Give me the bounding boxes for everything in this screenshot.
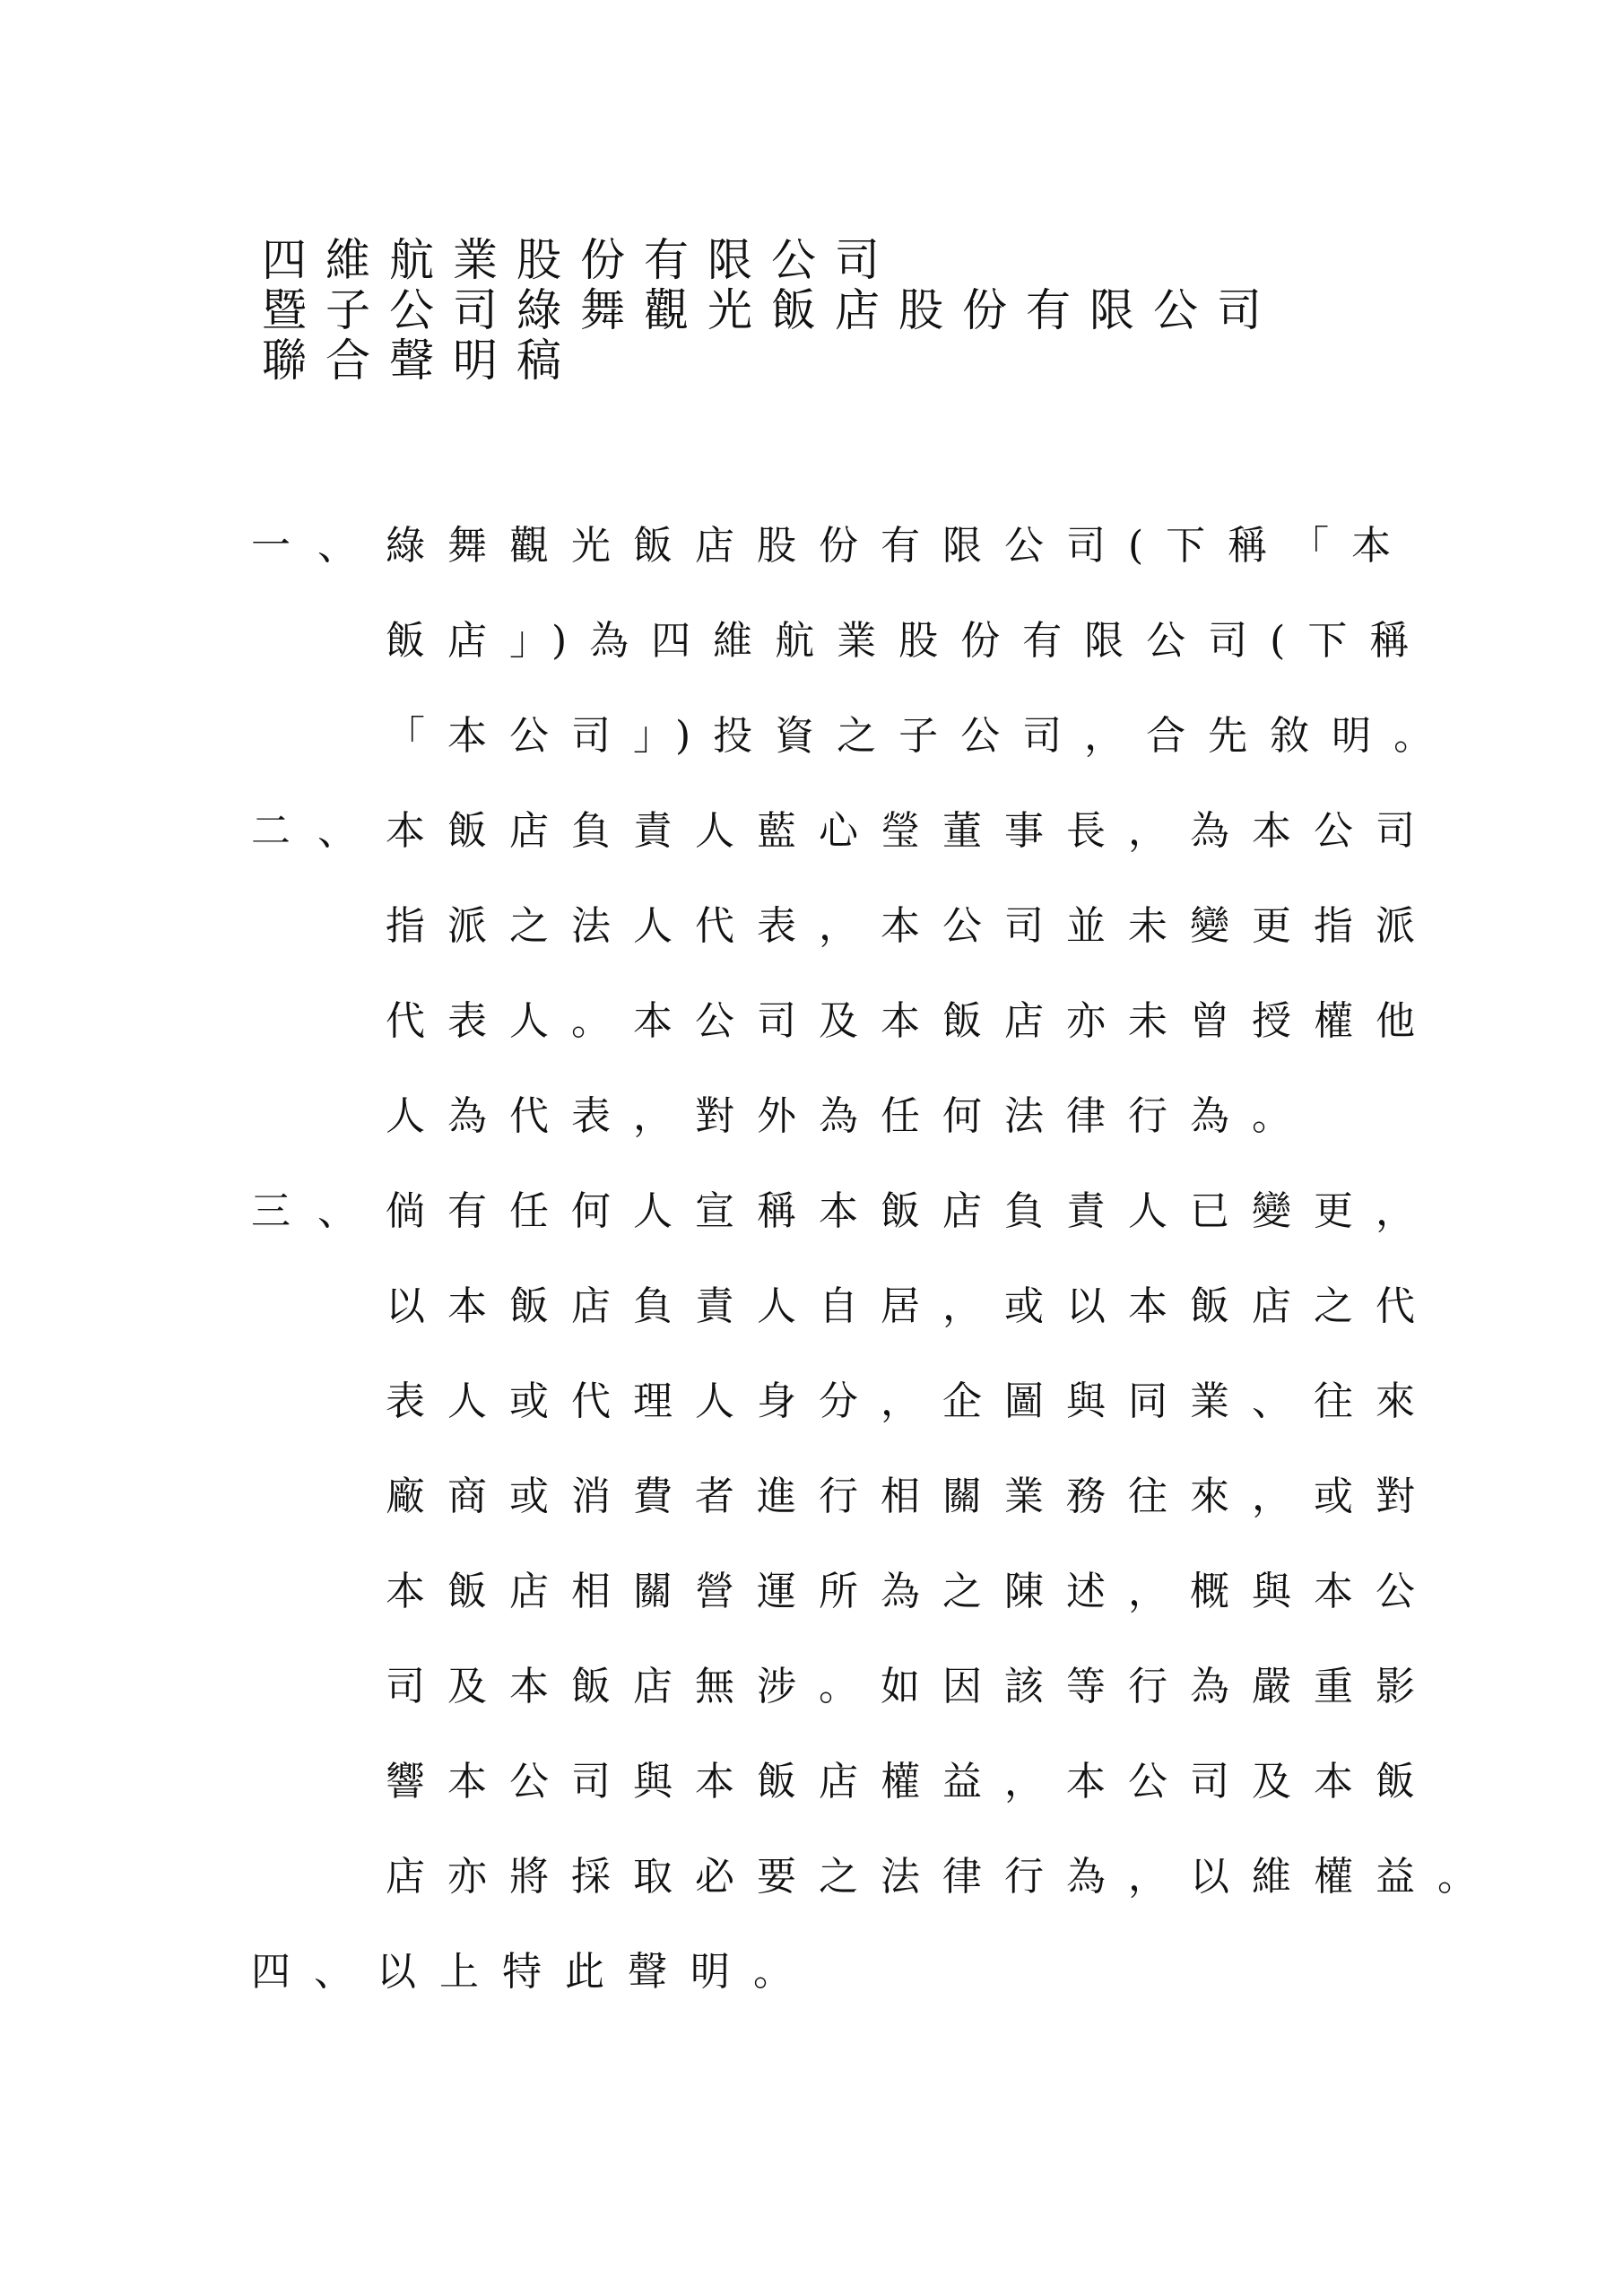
clause-line: 廠商或消費者進行相關業務往來，或對 bbox=[386, 1474, 1437, 1519]
clause-line: 本飯店負責人藍心瑩董事長，為本公司 bbox=[386, 808, 1437, 854]
statement-body bbox=[251, 499, 1499, 2020]
clause-3 bbox=[251, 1164, 1499, 1925]
clause-line: 響本公司與本飯店權益，本公司及本飯 bbox=[386, 1759, 1437, 1805]
clause-line: 代表人。本公司及本飯店亦未曾授權他 bbox=[386, 998, 1437, 1044]
subsidiary-name: 暨子公司綠舞觀光飯店股份有限公司 bbox=[262, 284, 1280, 336]
clause-line: 司及本飯店無涉。如因該等行為嚴重影 bbox=[386, 1664, 1437, 1709]
clause-1 bbox=[251, 499, 1456, 784]
clause-line: 飯店」)為四維航業股份有限公司(下稱 bbox=[386, 618, 1432, 664]
clause-line: 人為代表，對外為任何法律行為。 bbox=[386, 1093, 1314, 1139]
clause-marker: 三、 bbox=[251, 1188, 384, 1234]
clause-2 bbox=[251, 784, 1435, 1164]
company-name: 四維航業股份有限公司 bbox=[262, 234, 898, 286]
clause-line: 倘有任何人宣稱本飯店負責人已變更， bbox=[386, 1188, 1437, 1234]
clause-marker: 一、 bbox=[251, 523, 384, 569]
document-title: 聯合聲明稿 bbox=[262, 335, 580, 387]
clause-marker: 二、 bbox=[251, 808, 384, 854]
clause-text bbox=[386, 499, 1455, 784]
clause-text bbox=[386, 784, 1437, 1164]
statement-header bbox=[262, 235, 1428, 386]
clause-line: 指派之法人代表，本公司並未變更指派 bbox=[386, 903, 1437, 949]
clause-line: 表人或代理人身分，企圖與同業、往來 bbox=[386, 1378, 1437, 1424]
clause-line: 店亦將採取必要之法律行為，以維權益。 bbox=[386, 1854, 1499, 1900]
clause-line: 本飯店相關營運所為之陳述，概與本公 bbox=[386, 1569, 1437, 1614]
clause-line: 綠舞觀光飯店股份有限公司(下稱「本 bbox=[386, 523, 1414, 569]
clause-line: 以本飯店負責人自居，或以本飯店之代 bbox=[386, 1283, 1437, 1329]
clause-line: 「本公司」)投資之子公司，合先敘明。 bbox=[386, 713, 1456, 759]
closing-statement: 四、以上特此聲明。 bbox=[251, 1949, 816, 1995]
clause-text bbox=[386, 1164, 1499, 1925]
